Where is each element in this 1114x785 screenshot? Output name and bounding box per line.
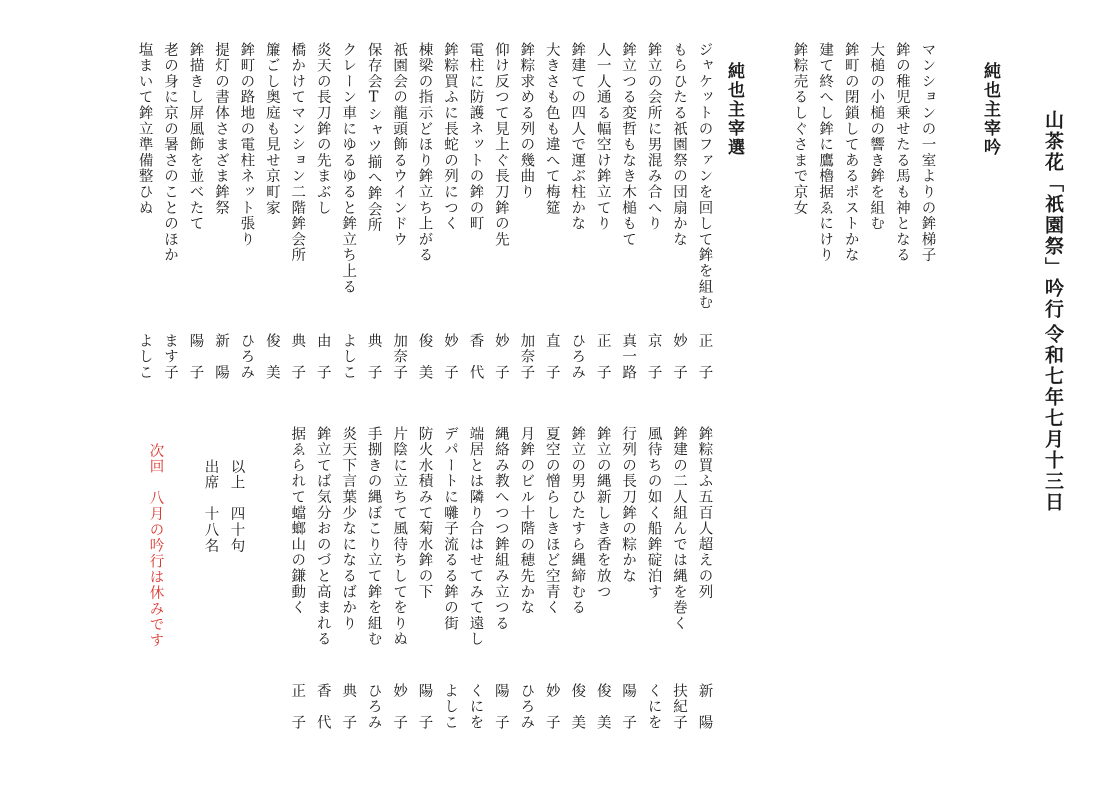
- shusai-poem: 鉾の稚児乗せたる馬も神となる: [893, 42, 910, 264]
- selected-poem: 炎天の長刀鉾の先まぶし: [314, 42, 331, 216]
- selected-poem: 鉾建ての四人で運ぶ柱かな: [569, 42, 586, 232]
- selected-poem: 鉾描きし屏風飾を並べたて: [187, 42, 204, 232]
- selected-poem: 塩まいて鉾立準備整ひぬ: [136, 42, 153, 216]
- selected-poem: 据ゑられて蟷螂山の鎌動く: [289, 426, 306, 616]
- section-title-shusai-gin: 純也主宰吟: [980, 62, 1000, 157]
- poem-author: ひろみ: [365, 683, 382, 731]
- poem-author: よしこ: [136, 333, 153, 381]
- poem-author: 新 陽: [696, 683, 713, 731]
- shusai-poem: 鉾粽売るしぐさまで京女: [791, 42, 808, 216]
- selected-poem: 鉾粽買ふに長蛇の列につく: [442, 42, 458, 232]
- document-date: 令和七年七月十三日: [1042, 324, 1064, 513]
- poem-author: 陽 子: [416, 683, 433, 731]
- poem-author: ます子: [162, 333, 179, 381]
- shusai-poem: 鉾町の閉鎖してあるポストかな: [842, 42, 859, 264]
- poem-author: 妙 子: [543, 683, 560, 731]
- poem-author: 陽 子: [187, 333, 204, 381]
- poem-author: 典 子: [340, 683, 357, 731]
- selected-poem: 橋かけてマンション二階鉾会所: [289, 42, 306, 264]
- selected-poem: 鉾立てば気分おのづと高まれる: [314, 426, 331, 648]
- poem-author: 陽 子: [492, 683, 509, 731]
- poem-author: くにを: [467, 683, 484, 731]
- next-meeting-notice: 次回 八月の吟行は休みです: [147, 443, 164, 649]
- shusai-poem: マンションの一室よりの鉾梯子: [919, 42, 936, 264]
- selected-poem: 縄絡み教へつつ鉾組み立つる: [492, 426, 509, 632]
- poem-author: 由 子: [314, 333, 331, 381]
- selected-poem: 大きさも色も違へて梅筵: [543, 42, 560, 216]
- poem-author: 妙 子: [671, 333, 688, 381]
- selected-poem: 鉾立つる変哲もなき木槌もて: [620, 42, 637, 248]
- selected-poem: 保存会Tシャツ揃へ鉾会所: [365, 42, 382, 234]
- poem-author: 典 子: [289, 333, 306, 381]
- selected-poem: ジャケットのファンを回して鉾を組む: [696, 42, 713, 311]
- selected-poem: 仰け反つて見上ぐ長刀鉾の先: [492, 42, 509, 248]
- poem-author: 俊 美: [416, 333, 433, 381]
- selected-poem: 風待ちの如く船鉾碇泊す: [645, 426, 662, 600]
- selected-poem: 人一人通る幅空け鉾立てり: [594, 42, 611, 232]
- poem-author: 正 子: [594, 333, 611, 381]
- summary-total: 以上 四十句: [228, 459, 245, 554]
- poem-author: 正 子: [289, 683, 306, 731]
- selected-poem: デパートに囃子流るる鉾の街: [442, 426, 458, 632]
- selected-poem: 鉾立の男ひたすら縄締むる: [569, 426, 586, 616]
- poem-author: 加奈子: [391, 333, 408, 381]
- selected-poem: 鉾立の縄新しき香を放つ: [594, 426, 611, 600]
- selected-poem: クレーン車にゆるゆると鉾立ち上る: [340, 42, 357, 295]
- poem-author: ひろみ: [518, 683, 535, 731]
- poem-author: 新 陽: [212, 333, 229, 381]
- section-title-shusai-sen: 純也主宰選: [724, 62, 744, 157]
- selected-poem: 祇園会の龍頭飾るウインドウ: [391, 42, 408, 248]
- poem-author: ひろみ: [569, 333, 586, 381]
- selected-poem: 手捌きの縄ぼこり立て鉾を組む: [365, 426, 382, 648]
- poem-author: 俊 美: [569, 683, 586, 731]
- selected-poem: 端居とは隣り合はせてみて遠し: [467, 426, 484, 648]
- selected-poem: 鉾建の二人組んでは縄を巻く: [671, 426, 688, 632]
- summary-attendance: 出席 十八名: [202, 459, 219, 554]
- poem-author: 妙 子: [492, 333, 509, 381]
- poem-author: 俊 美: [263, 333, 280, 381]
- poem-author: 典 子: [365, 333, 382, 381]
- poem-author: 香 代: [467, 333, 484, 381]
- poem-author: 真一路: [620, 333, 637, 381]
- selected-poem: 提灯の書体さまざま鉾祭: [212, 42, 229, 216]
- document-title: 山茶花「祇園祭」吟行: [1042, 110, 1064, 320]
- poem-author: 妙 子: [391, 683, 408, 731]
- selected-poem: 防火水積みて菊水鉾の下: [416, 426, 433, 600]
- poem-author: 正 子: [696, 333, 713, 381]
- poem-author: 加奈子: [518, 333, 535, 381]
- selected-poem: 鉾町の路地の電柱ネット張り: [238, 42, 255, 248]
- shusai-poem: 建て終へし鉾に鷹櫓据ゑにけり: [817, 42, 834, 264]
- poem-author: 俊 美: [594, 683, 611, 731]
- selected-poem: もらひたる祇園祭の団扇かな: [671, 42, 688, 248]
- selected-poem: 片陰に立ちて風待ちしてをりぬ: [391, 426, 408, 648]
- poem-author: 扶紀子: [671, 683, 688, 731]
- selected-poem: 棟梁の指示どほり鉾立ち上がる: [416, 42, 433, 264]
- poem-author: くにを: [645, 683, 662, 731]
- selected-poem: 夏空の憎らしきほど空青く: [543, 426, 560, 616]
- poem-author: 京 子: [645, 333, 662, 381]
- selected-poem: 炎天下言葉少なになるばかり: [340, 426, 357, 632]
- poem-author: 妙 子: [442, 333, 458, 381]
- poem-author: ひろみ: [238, 333, 255, 381]
- selected-poem: 電柱に防護ネットの鉾の町: [467, 42, 484, 232]
- poem-author: よしこ: [442, 683, 458, 731]
- selected-poem: 鉾立の会所に男混み合へり: [645, 42, 662, 232]
- selected-poem: 月鉾のビル十階の穂先かな: [518, 426, 535, 616]
- selected-poem: 鉾粽求める列の幾曲り: [518, 42, 535, 200]
- selected-poem: 老の身に京の暑さのことのほか: [162, 42, 179, 264]
- poem-author: 直 子: [543, 333, 560, 381]
- selected-poem: 鉾粽買ふ五百人超えの列: [696, 426, 713, 600]
- poem-author: 陽 子: [620, 683, 637, 731]
- poem-author: 香 代: [314, 683, 331, 731]
- shusai-poem: 大槌の小槌の響き鉾を組む: [868, 42, 885, 232]
- selected-poem: 行列の長刀鉾の粽かな: [620, 426, 637, 584]
- selected-poem: 簾ごし奥庭も見せ京町家: [263, 42, 280, 216]
- poem-author: よしこ: [340, 333, 357, 381]
